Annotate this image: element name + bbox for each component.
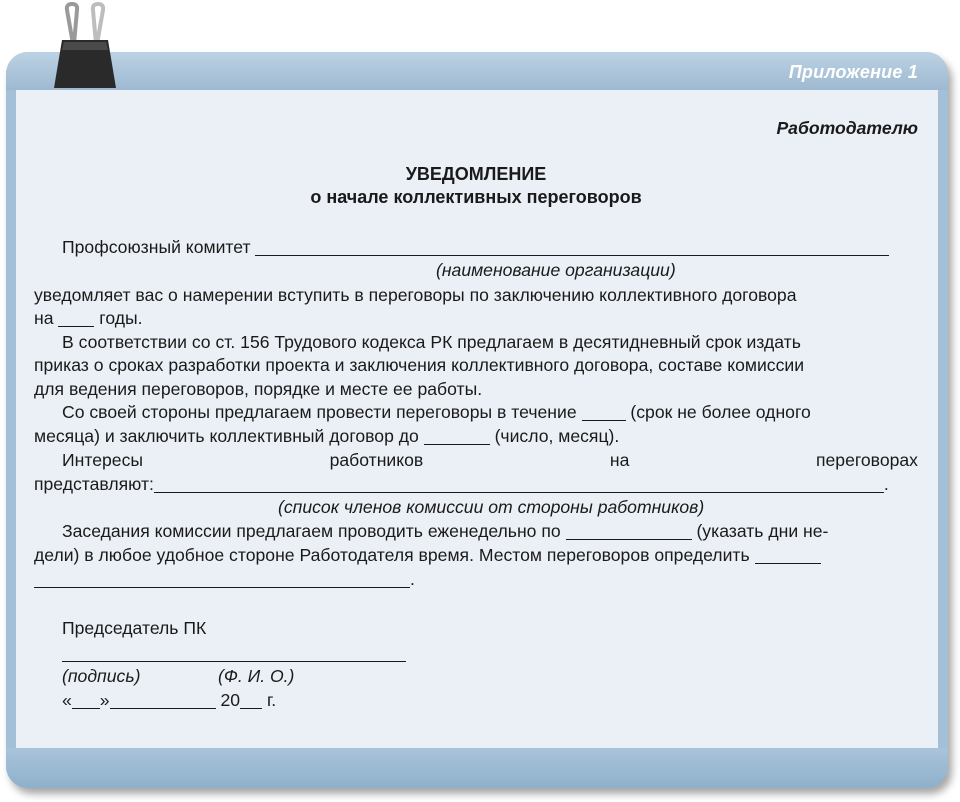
commission-list-blank: [154, 475, 884, 493]
meetings-line: Заседания комиссии предлагаем проводить еженедельно по (указать дни не-: [62, 521, 829, 541]
text-line: для ведения переговоров, порядке и месте ее работы.: [34, 379, 483, 399]
venue-continued-line: .: [34, 568, 918, 592]
union-committee-line: Профсоюзный комитет: [34, 236, 946, 260]
years-line: на годы.: [34, 308, 143, 328]
venue-blank: [755, 546, 821, 564]
venue-line: дели) в любое удобное стороне Работодателя время. Местом переговоров определить: [34, 544, 918, 568]
date-line: « » 20 г.: [62, 690, 277, 710]
appendix-label: Приложение 1: [788, 62, 918, 82]
negotiation-term-line: Со своей стороны предлагаем провести переговоры в течение (срок не более одного: [62, 402, 811, 422]
agreement-date-line: месяца) и заключить коллективный договор до (число, месяц).: [34, 426, 620, 446]
signature-line: [34, 642, 946, 666]
caption-commission: (список членов комиссии от стороны работников): [278, 497, 705, 517]
chairman-title: Председатель ПК: [62, 618, 207, 638]
binder-clip-icon: [48, 0, 122, 90]
text-line: В соответствии со ст. 156 Трудового кодекса РК предлагаем в десятидневный срок издать: [62, 332, 801, 352]
year-blank: [240, 691, 262, 709]
term-blank: [582, 403, 626, 421]
text-line: приказ о сроках разработки проекта и заключения коллективного договора, составе комиссии: [34, 355, 805, 375]
organization-blank: [255, 238, 889, 256]
day-blank: [72, 691, 100, 709]
represent-line: представляют: .: [34, 474, 889, 494]
years-blank: [58, 309, 94, 327]
representatives-line: Интересы работников на переговорах: [62, 450, 918, 470]
caption-organization: (наименование организации): [436, 260, 676, 280]
document-title: УВЕДОМЛЕНИЕ: [405, 164, 547, 184]
month-blank: [110, 691, 216, 709]
card-footer: [6, 748, 948, 788]
signature-blank: [62, 644, 406, 662]
venue-blank-continued: [34, 570, 410, 588]
addressee: Работодателю: [776, 118, 918, 138]
text-line: уведомляет вас о намерении вступить в переговоры по заключению коллективного договора: [34, 285, 797, 305]
caption-name: (Ф. И. О.): [218, 666, 295, 686]
weekdays-blank: [566, 522, 692, 540]
caption-signature: (подпись): [62, 666, 141, 686]
date-blank: [424, 427, 490, 445]
card-header: [6, 52, 948, 90]
document-subtitle: о начале коллективных переговоров: [310, 187, 642, 207]
